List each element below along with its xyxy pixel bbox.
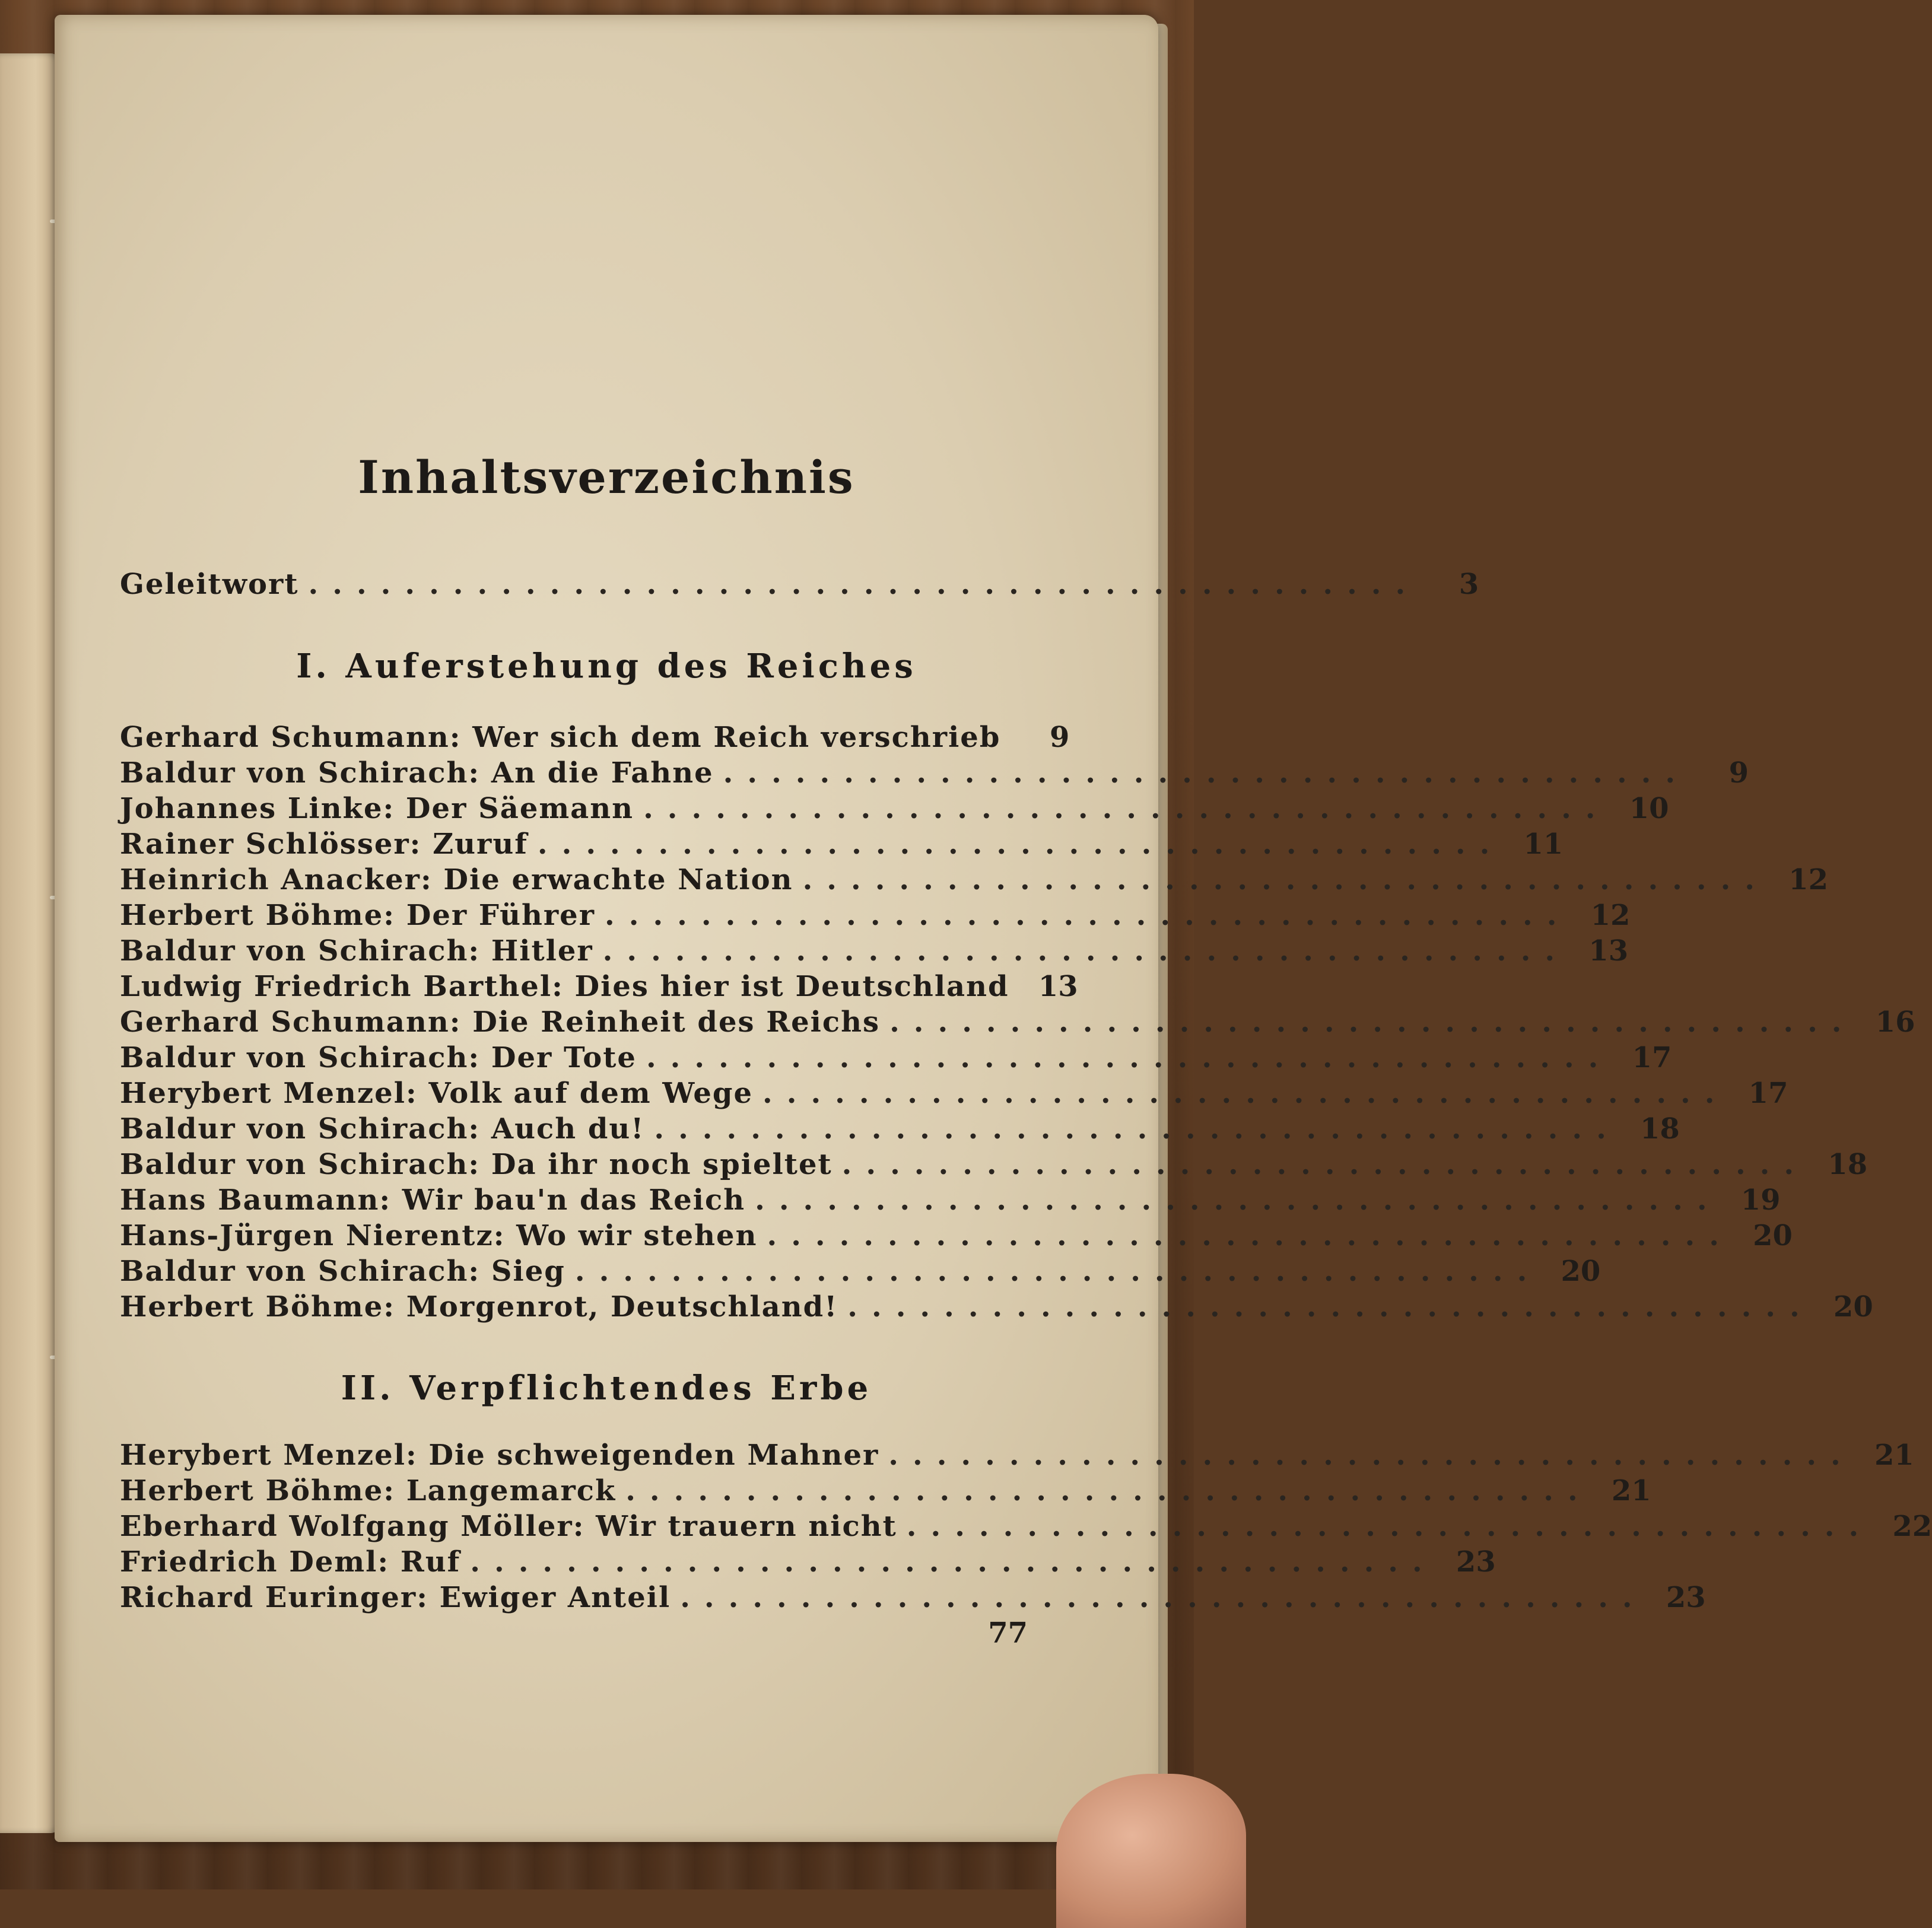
leader-dots: ........................................ [767,1219,1733,1252]
toc-entry-label: Baldur von Schirach: Hitler [120,934,593,968]
toc-entry-label: Baldur von Schirach: Der Tote [120,1041,637,1074]
toc-entry-label: Herybert Menzel: Volk auf dem Wege [120,1077,754,1110]
toc-entry-page: 10 [1629,792,1669,825]
book-page [55,15,1932,1842]
toc-entry-label: Rainer Schlösser: Zuruf [120,828,528,861]
toc-entry-label: Friedrich Deml: Ruf [120,1545,461,1579]
toc-entry [120,899,1631,934]
page-title: Inhaltsverzeichnis [358,451,855,504]
toc-entry-label: Richard Euringer: Ewiger Anteil [120,1581,671,1614]
toc-entry [120,1474,1651,1510]
toc-entry-page: 17 [1748,1077,1788,1110]
leader-dots: ........................................ [625,1474,1592,1507]
toc-entry [120,1255,1601,1290]
toc-entry-label: Baldur von Schirach: Sieg [120,1255,565,1288]
toc-entry-page: 3 [1458,568,1479,601]
toc-entry [120,721,1070,756]
toc-entry-page: 9 [1728,756,1749,790]
toc-entry-label: Hans Baumann: Wir bau'n das Reich [120,1183,746,1217]
leader-dots: ........................................ [537,828,1504,861]
toc-entry [120,1219,1793,1255]
toc-entry-page: 19 [1740,1183,1781,1217]
leader-dots: ........................................ [680,1581,1647,1614]
toc-entry-intro [120,568,1479,603]
toc-entry-page: 13 [1038,970,1078,1003]
toc-entry-page: 16 [1875,1006,1915,1039]
toc-entry-page: 13 [1588,934,1629,968]
leader-dots: ........................................ [654,1112,1620,1146]
toc-entry-page: 12 [1590,899,1631,932]
leader-dots: ........................................ [906,1510,1873,1543]
toc-entry [120,1439,1914,1474]
toc-entry-label: Herybert Menzel: Die schweigenden Mahner [120,1439,879,1472]
toc-entry-page: 21 [1611,1474,1651,1507]
toc-entry-page: 17 [1632,1041,1672,1074]
toc-entry-page: 22 [1892,1510,1932,1543]
toc-entry-label: Gerhard Schumann: Wer sich dem Reich verschrieb [120,721,1001,754]
toc-entry [120,970,1078,1006]
toc-entry-label: Geleitwort [120,568,299,601]
toc-entry-page: 23 [1666,1581,1706,1614]
toc-entry [120,1510,1932,1545]
toc-entry-label: Baldur von Schirach: An die Fahne [120,756,714,790]
toc-entry-label: Herbert Böhme: Der Führer [120,899,596,932]
toc-entry-label: Heinrich Anacker: Die erwachte Nation [120,863,793,896]
toc-entry [120,1545,1496,1581]
toc-entry [120,1148,1868,1183]
toc-entry-page: 23 [1456,1545,1496,1579]
section-heading: II. Verpflichtendes Erbe [341,1369,872,1408]
leader-dots: ........................................ [605,899,1571,932]
toc-entry [120,1077,1788,1112]
toc-entry-page: 20 [1833,1290,1873,1323]
toc-entry [120,1041,1672,1077]
page-number: 77 [988,1617,1028,1650]
toc-entry-page: 18 [1828,1148,1868,1181]
toc-entry-page: 20 [1753,1219,1793,1252]
toc-entry-label: Eberhard Wolfgang Möller: Wir trauern nicht [120,1510,897,1543]
toc-entry-label: Gerhard Schumann: Die Reinheit des Reichs [120,1006,881,1039]
leader-dots: ........................................ [888,1439,1855,1472]
leader-dots: ........................................ [755,1183,1721,1217]
toc-entry-page: 20 [1561,1255,1601,1288]
leader-dots: .............................................. [308,568,1420,601]
leader-dots: ........................................ [723,756,1690,790]
thumb [1056,1774,1246,1928]
toc-entry-label: Baldur von Schirach: Da ihr noch spieltet [120,1148,832,1181]
toc-entry [120,1183,1781,1219]
toc-entry-label: Ludwig Friedrich Barthel: Dies hier ist Deutschland [120,970,1009,1003]
section-heading: I. Auferstehung des Reiches [296,647,917,686]
leader-dots: ........................................ [889,1006,1856,1039]
leader-dots: ........................................ [841,1148,1809,1181]
toc-entry [120,863,1829,899]
toc-entry-page: 21 [1874,1439,1914,1472]
leader-dots: ........................................ [847,1290,1814,1323]
leader-dots: ........................................ [643,792,1610,825]
toc-entry-label: Herbert Böhme: Langemarck [120,1474,617,1507]
toc-entry [120,934,1629,970]
toc-entry-page: 11 [1523,828,1564,861]
toc-entry [120,1581,1706,1617]
toc-entry-label: Johannes Linke: Der Säemann [120,792,634,825]
left-page-edge [0,53,59,1833]
toc-entry [120,1112,1680,1148]
leader-dots: ........................................ [574,1255,1542,1288]
toc-entry [120,756,1749,792]
leader-dots: ........................................ [602,934,1569,968]
toc-entry [120,1290,1873,1326]
leader-dots: ........................................ [646,1041,1613,1074]
toc-entry [120,792,1669,828]
leader-dots: ........................................ [762,1077,1729,1110]
toc-entry-label: Baldur von Schirach: Auch du! [120,1112,645,1146]
leader-dots: ........................................ [470,1545,1437,1579]
toc-entry [120,828,1564,863]
toc-entry-page: 9 [1050,721,1070,754]
toc-entry-page: 18 [1640,1112,1680,1146]
toc-entry-label: Herbert Böhme: Morgenrot, Deutschland! [120,1290,838,1323]
toc-entry-page: 12 [1788,863,1829,896]
toc-entry-label: Hans-Jürgen Nierentz: Wo wir stehen [120,1219,758,1252]
toc-entry [120,1006,1915,1041]
leader-dots: ........................................ [802,863,1769,896]
